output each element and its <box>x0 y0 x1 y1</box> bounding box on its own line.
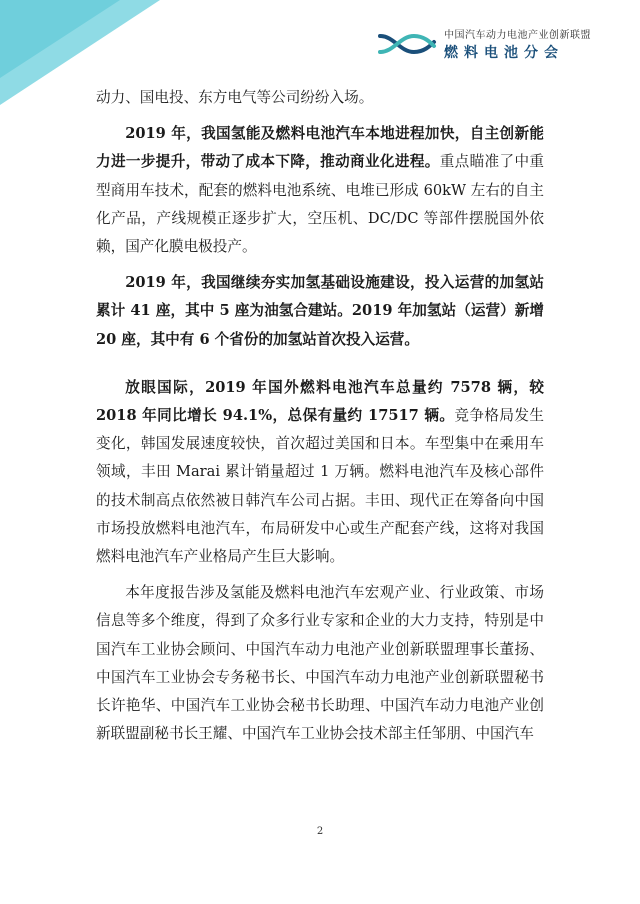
paragraph-acknowledgements: 本年度报告涉及氢能及燃料电池汽车宏观产业、行业政策、市场信息等多个维度，得到了众多行业专家和企业的大力支持，特别是中国汽车工业协会顾问、中国汽车动力电池产业创新联盟理事长董扬、中国汽车工业协会专务秘书长、中国汽车动力电池产业创新联盟秘书长许艳华、中国汽车工业协会秘书长助理、中国汽车动力电池产业创新联盟副秘书长王耀、中国汽车工业协会技术部主任邹朋、中国汽车 <box>96 584 544 743</box>
fuel-cell-logo-icon <box>376 28 438 60</box>
paragraph-international <box>96 374 544 571</box>
paragraph-text: 竞争格局发生变化，韩国发展速度较快，首次超过美国和日本。车型集中在乘用车领域，丰田 Marai 累计销量超过 1 万辆。燃料电池汽车及核心部件的技术制高点依然被日韩汽车公司占据。丰田、现代正在筹备向中国市场投放燃料电池汽车，布局研发中心或生产配套产线，这将对我国燃料电池汽车产业格局产生巨大影响。 <box>96 407 544 566</box>
bold-lead: 2019 年，我国氢能及燃料电池汽车本地进程加快，自主创新能力进一步提升，带动了成本下降，推动商业化进程。 <box>96 125 544 171</box>
paragraph-text: 重点瞄准了中重型商用车技术，配套的燃料电池系统、电堆已形成 60kW 左右的自主化产品，产线规模正逐步扩大，空压机、DC/DC 等部件摆脱国外依赖，国产化膜电极投产。 <box>96 153 544 256</box>
bold-lead: 放眼国际，2019 年国外燃料电池汽车总量约 7578 辆，较 2018 年同比增长 94.1%，总保有量约 17517 辆。 <box>96 378 544 425</box>
alliance-name: 中国汽车动力电池产业创新联盟 <box>444 30 591 41</box>
paragraph-hydrogen-stations <box>96 269 544 354</box>
paragraph-continuation: 动力、国电投、东方电气等公司纷纷入场。 <box>96 89 374 106</box>
header-logo <box>376 26 591 62</box>
document-body <box>96 84 544 748</box>
paragraph-domestic-progress <box>96 120 544 261</box>
page-number: 2 <box>316 826 324 837</box>
branch-name: 燃料电池分会 <box>444 45 564 61</box>
bold-lead: 2019 年，我国继续夯实加氢基础设施建设，投入运营的加氢站累计 41 座，其中 5 座为油氢合建站。2019 年加氢站（运营）新增 20 座，其中有 6 个省份的加氢站首次投入运营。 <box>96 274 544 348</box>
